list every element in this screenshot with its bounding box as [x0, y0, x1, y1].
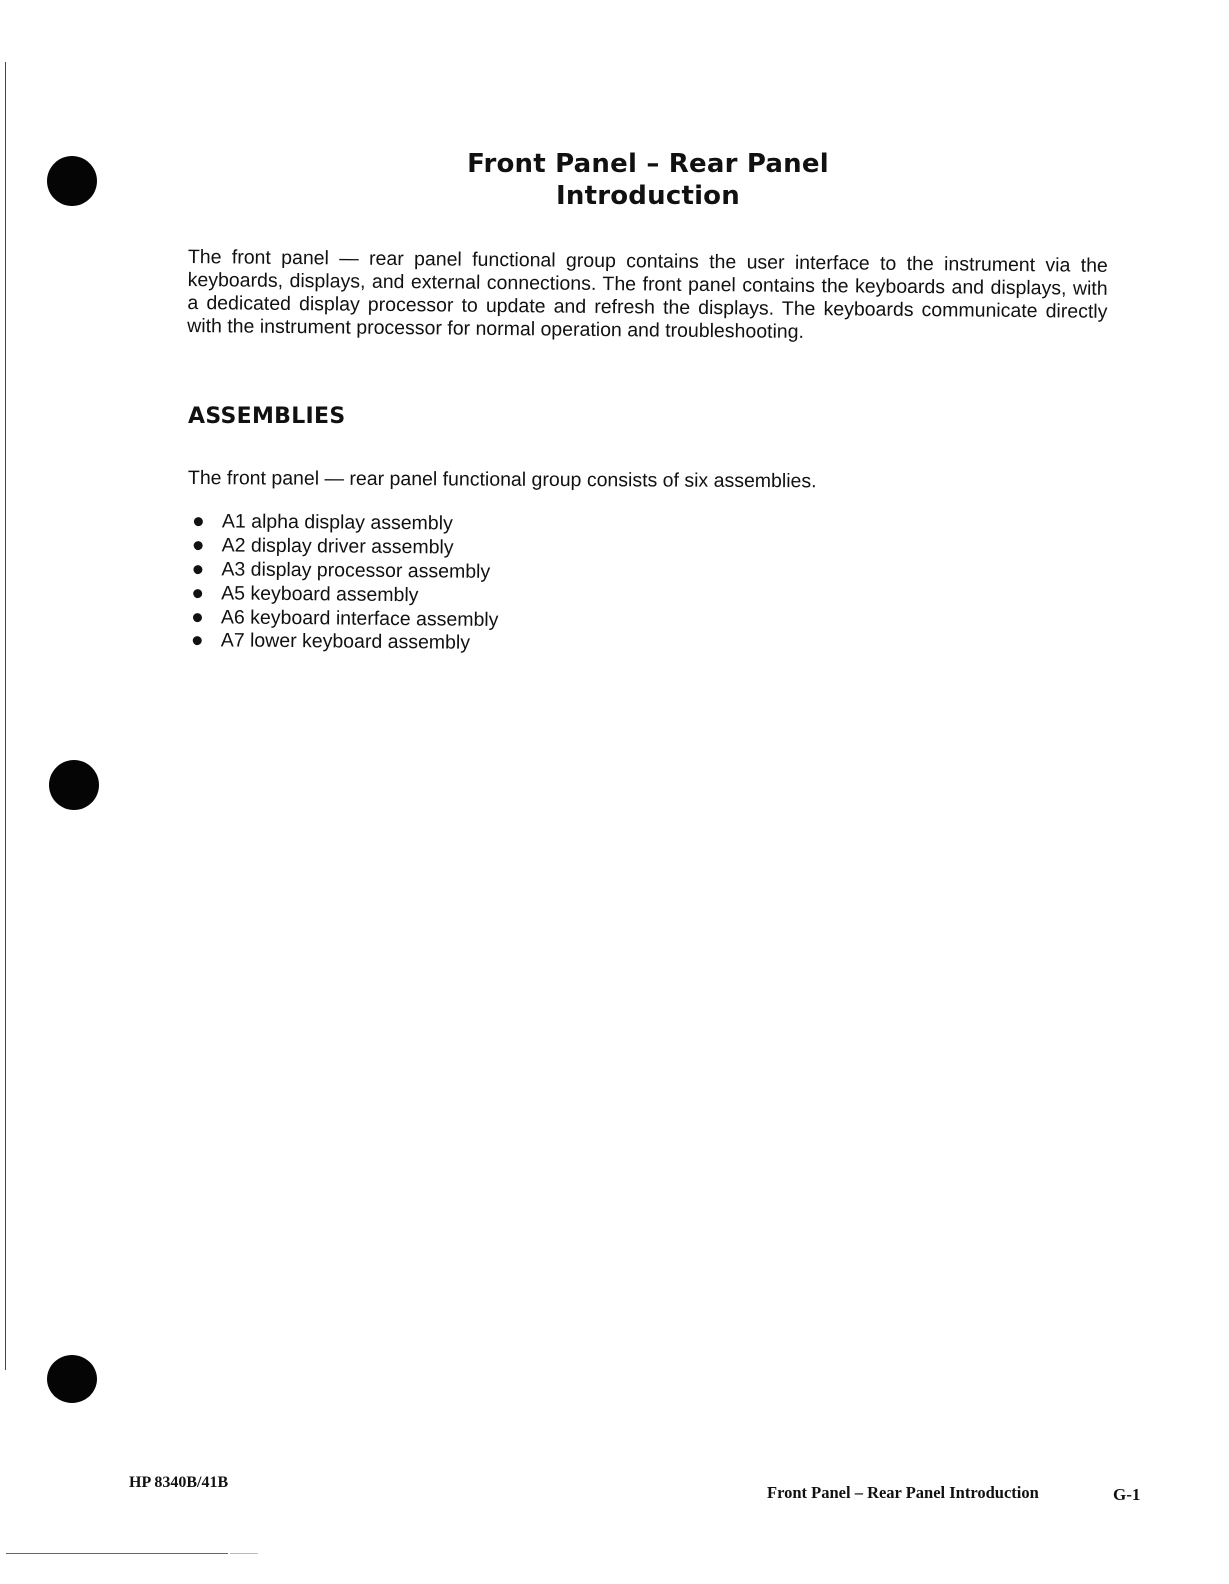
bullet-icon	[193, 636, 202, 645]
page-title-line-1: Front Panel – Rear Panel	[467, 149, 829, 179]
intro-paragraph: The front panel — rear panel functional group contains the user interface to the instrument via the keyboards, displays, and external connections. The front panel contains the keyboards and displays, with a dedicated display processor to update and refresh the displays. The keyboards communicate directly with the instrument processor for normal operation and troubleshooting.	[187, 246, 1108, 343]
list-item	[187, 581, 499, 608]
list-item	[187, 605, 499, 632]
page-title	[0, 148, 1229, 212]
punch-hole-bottom	[47, 1355, 97, 1403]
bullet-icon	[193, 565, 202, 574]
footer-section-title: Front Panel – Rear Panel Introduction	[767, 1483, 1039, 1502]
list-item	[187, 629, 499, 656]
footer-page-number: G-1	[1113, 1485, 1141, 1504]
list-item-label: A2 display driver assembly	[221, 534, 454, 559]
list-item-label: A7 lower keyboard assembly	[220, 629, 471, 655]
bullet-icon	[193, 613, 202, 622]
list-item-label: A6 keyboard interface assembly	[220, 605, 499, 631]
list-item-label: A3 display processor assembly	[221, 558, 491, 583]
assemblies-intro: The front panel — rear panel functional group consists of six assemblies.	[187, 467, 817, 493]
list-item	[188, 534, 500, 561]
page-title-line-2: Introduction	[556, 181, 740, 211]
assembly-list	[187, 510, 500, 656]
bottom-rule-faint	[230, 1553, 258, 1554]
bullet-icon	[194, 541, 203, 550]
assemblies-heading: ASSEMBLIES	[188, 404, 346, 429]
list-item	[187, 558, 499, 585]
list-item-label: A5 keyboard assembly	[221, 582, 419, 606]
bottom-rule	[6, 1553, 228, 1554]
left-margin-rule	[5, 62, 6, 1370]
bullet-icon	[193, 589, 202, 598]
bullet-icon	[194, 517, 203, 526]
list-item-label: A1 alpha display assembly	[221, 510, 453, 535]
punch-hole-middle	[49, 760, 99, 810]
footer-model: HP 8340B/41B	[129, 1474, 229, 1491]
list-item	[188, 510, 500, 537]
